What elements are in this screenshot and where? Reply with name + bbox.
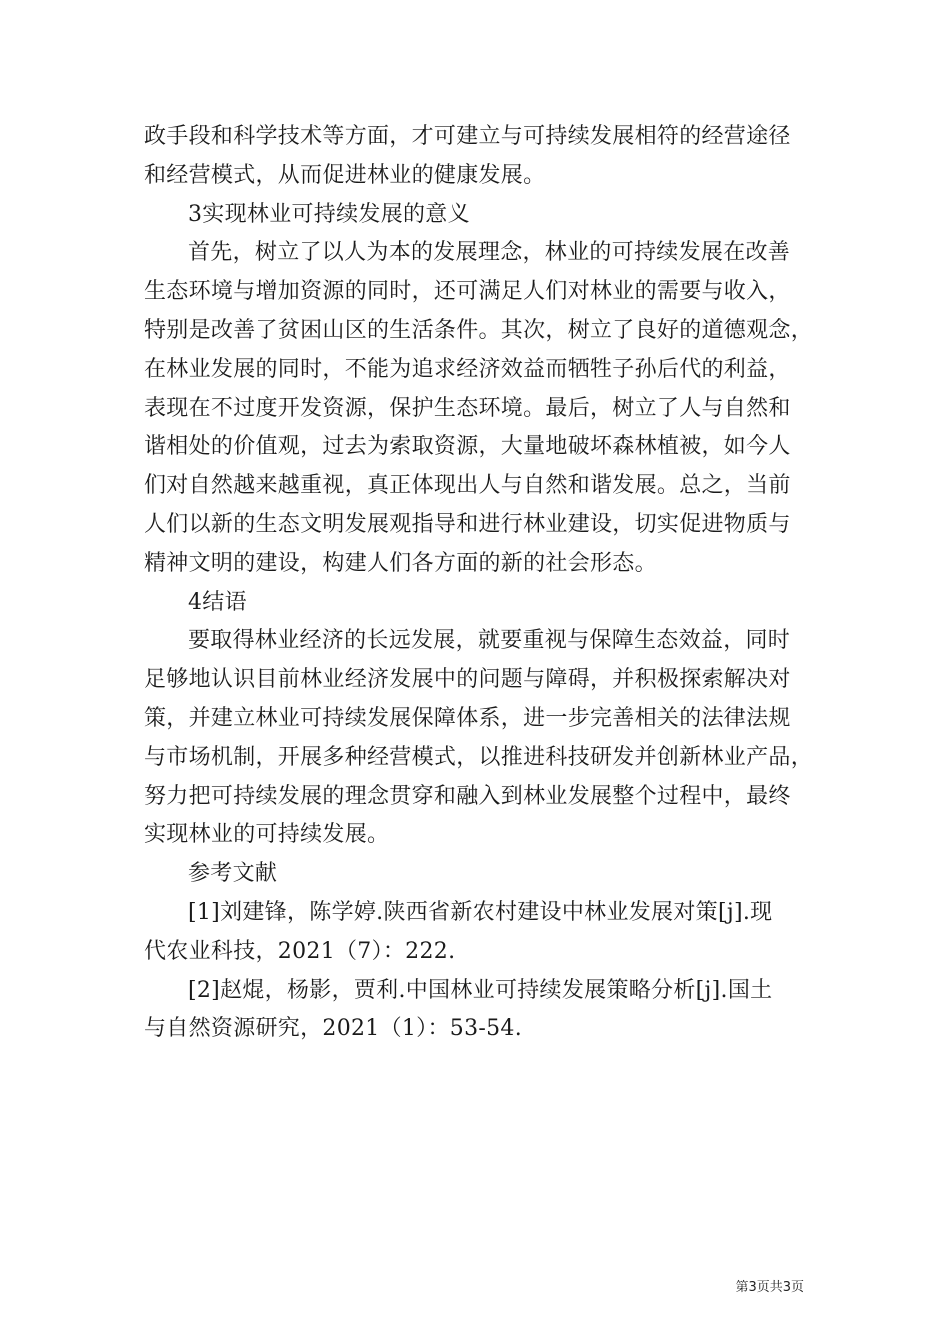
paragraph-line: 足够地认识目前林业经济发展中的问题与障碍，并积极探索解决对 bbox=[144, 667, 791, 693]
paragraph-line: 精神文明的建设，构建人们各方面的新的社会形态。 bbox=[144, 550, 657, 576]
reference-line: 与自然资源研究，2021（1）：53-54. bbox=[144, 1016, 523, 1042]
section-heading: 3实现林业可持续发展的意义 bbox=[188, 201, 470, 227]
references-heading: 参考文献 bbox=[188, 861, 278, 887]
paragraph-line: 努力把可持续发展的理念贯穿和融入到林业发展整个过程中，最终 bbox=[144, 783, 791, 809]
paragraph-line: 与市场机制，开展多种经营模式，以推进科技研发并创新林业产品， bbox=[144, 744, 814, 770]
document-body bbox=[144, 118, 814, 1049]
paragraph-line: 政手段和科学技术等方面，才可建立与可持续发展相符的经营途径 bbox=[144, 124, 791, 149]
reference-line: [1]刘建锋，陈学婷.陕西省新农村建设中林业发展对策[j].现 bbox=[188, 899, 773, 925]
reference-line: [2]赵焜，杨影，贾利.中国林业可持续发展策略分析[j].国土 bbox=[188, 977, 773, 1003]
paragraph-line: 表现在不过度开发资源，保护生态环境。最后，树立了人与自然和 bbox=[144, 395, 791, 421]
paragraph-line: 和经营模式，从而促进林业的健康发展。 bbox=[144, 162, 546, 188]
paragraph-line: 实现林业的可持续发展。 bbox=[144, 822, 390, 848]
paragraph-line: 谐相处的价值观，过去为索取资源，大量地破坏森林植被，如今人 bbox=[144, 434, 791, 460]
paragraph-line: 特别是改善了贫困山区的生活条件。其次，树立了良好的道德观念， bbox=[144, 317, 814, 343]
paragraph-line: 人们以新的生态文明发展观指导和进行林业建设，切实促进物质与 bbox=[144, 511, 791, 537]
paragraph-line: 首先，树立了以人为本的发展理念，林业的可持续发展在改善 bbox=[188, 240, 791, 266]
section-heading: 4结语 bbox=[188, 589, 247, 615]
paragraph-line: 在林业发展的同时，不能为追求经济效益而牺牲子孙后代的利益， bbox=[144, 356, 791, 382]
paragraph-line: 生态环境与增加资源的同时，还可满足人们对林业的需要与收入， bbox=[144, 279, 791, 305]
paragraph-line: 要取得林业经济的长远发展，就要重视与保障生态效益，同时 bbox=[188, 628, 791, 654]
paragraph-line: 策，并建立林业可持续发展保障体系，进一步完善相关的法律法规 bbox=[144, 705, 791, 731]
reference-line: 代农业科技，2021（7）：222. bbox=[144, 938, 456, 964]
page-number: 第3页共3页 bbox=[735, 1280, 804, 1295]
paragraph-line: 们对自然越来越重视，真正体现出人与自然和谐发展。总之，当前 bbox=[144, 473, 791, 499]
